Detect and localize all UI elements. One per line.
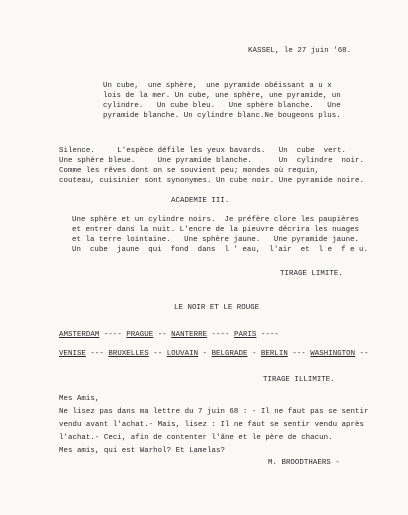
letter-line: l'achat.- Ceci, afin de contenter l'âne et le père de chacun.: [59, 434, 333, 442]
cities-row-2: [59, 350, 369, 359]
tirage-limite: TIRAGE LIMITE.: [280, 270, 343, 278]
paragraph-line: Un cube jaune qui fond dans l ' eau, l'air et l e f e u.: [72, 246, 369, 254]
tirage-illimite: TIRAGE ILLIMITE.: [263, 376, 335, 384]
city-separator: -: [198, 350, 212, 358]
city-separator: ---: [287, 350, 311, 358]
paragraph-line: couteau, cuisinier sont synonymes. Un cube noir. Une pyramide noire.: [59, 177, 364, 185]
paragraph-line: et entrer dans la nuit. L'encre de la pieuvre décrira les nuages: [72, 226, 360, 234]
paragraph-line: Une sphère et un cylindre noirs. Je préfère clore les paupières: [72, 216, 360, 224]
city-name: PRAGUE: [126, 331, 154, 339]
city-name: AMSTERDAM: [59, 331, 100, 339]
city-separator: --: [148, 350, 167, 358]
signature: M. BROODTHAERS -: [268, 459, 340, 467]
paragraph-line: Silence. L'espèce défile les yeux bavards. Un cube vert.: [59, 147, 347, 155]
city-separator: ----: [99, 331, 127, 339]
city-separator: ---: [85, 350, 109, 358]
paragraph-line: Un cube, une sphère, une pyramide obéissant a u x: [103, 82, 332, 90]
paragraph-line: pyramide blanche. Un cylindre blanc.Ne bougeons plus.: [103, 112, 341, 120]
city-name: LOUVAIN: [166, 350, 199, 358]
city-name: BERLIN: [260, 350, 288, 358]
paragraph-line: et la terre lointaine. Une sphère jaune. Une pyramide jaune.: [72, 236, 360, 244]
city-separator: --: [153, 331, 172, 339]
city-name: PARIS: [233, 331, 257, 339]
letter-line: Ne lisez pas dans ma lettre du 7 juin 68 : - Il ne faut pas se sentir: [59, 408, 369, 416]
section-title: LE NOIR ET LE ROUGE: [174, 304, 260, 312]
cities-row-1: [59, 331, 279, 340]
paragraph-line: cylindre. Un cube bleu. Une sphère blanche. Une: [103, 102, 341, 110]
paragraph-line: Une sphère bleue. Une pyramide blanche. Un cylindre noir.: [59, 157, 364, 165]
city-name: BELGRADE: [211, 350, 248, 358]
city-name: NANTERRE: [171, 331, 208, 339]
academie-title: ACADEMIE III.: [171, 197, 230, 205]
city-name: VENISE: [59, 350, 86, 358]
city-name: WASHINGTON: [310, 350, 356, 358]
city-name: BRUXELLES: [108, 350, 149, 358]
city-separator: --: [355, 350, 369, 358]
date-line: KASSEL, le 27 juin '68.: [248, 47, 352, 55]
paragraph-line: lois de la mer. Un cube, une sphère, une pyramide, un: [103, 92, 341, 100]
salutation: Mes Amis,: [59, 395, 100, 403]
city-separator: -: [247, 350, 261, 358]
city-separator: ----: [256, 331, 279, 339]
letter-line: Mes amis, qui est Warhol? Et Lamelas?: [59, 447, 225, 455]
city-separator: ----: [207, 331, 234, 339]
paragraph-line: Comme les rêves dont on se souvient peu; mondes où requin,: [59, 167, 320, 175]
letter-line: vendu avant l'achat.- Mais, lisez : Il ne faut se sentir vendu après: [59, 421, 364, 429]
